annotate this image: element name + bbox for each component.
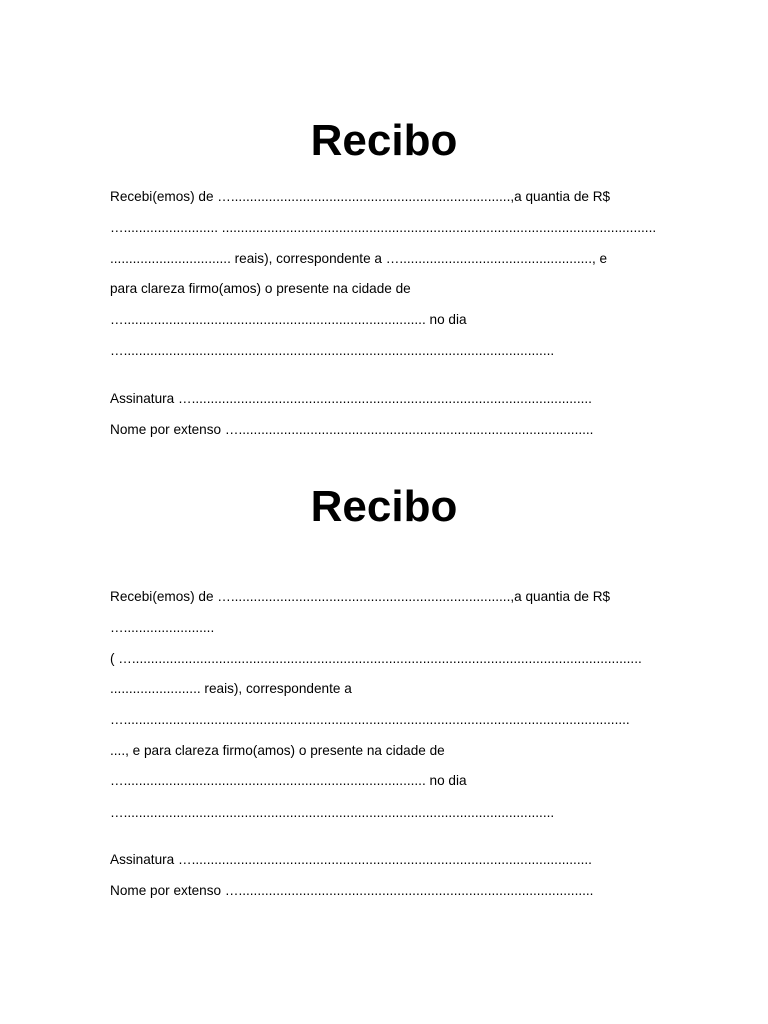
full-name-line: Nome por extenso ….............................................................................................. [110, 883, 594, 898]
city-day-line: …................................................................................ no dia [110, 773, 467, 788]
received-from-line: Recebi(emos) de …..........................................................................,a quantia de R$ [110, 589, 611, 604]
amount-line: …........................ [110, 620, 215, 635]
city-day-line: …................................................................................ no dia [110, 312, 467, 327]
clarity-city-line: para clareza firmo(amos) o presente na cidade de [110, 281, 411, 296]
full-name-line: Nome por extenso ….............................................................................................. [110, 422, 594, 437]
clarity-city-line: ...., e para clareza firmo(amos) o presente na cidade de [110, 743, 445, 758]
amount-words-line: ( …....................................................................................................................................... [110, 651, 642, 666]
corresponding-to-line: …...................................................................................................................................... [110, 712, 630, 727]
date-line: ….................................................................................................................. [110, 343, 555, 358]
reais-corresponding-line: ........................ reais), correspondente a [110, 681, 352, 696]
amount-line: …......................... ................................................................................................................... [110, 220, 657, 235]
reais-corresponding-line: ................................ reais), correspondente a …..................................................., e [110, 251, 608, 266]
receipt-title: Recibo [310, 482, 458, 531]
receipt-title: Recibo [310, 116, 458, 165]
received-from-line: Recebi(emos) de …..........................................................................,a quantia de R$ [110, 189, 611, 204]
signature-line: Assinatura ….......................................................................................................... [110, 852, 592, 867]
date-line: ….................................................................................................................. [110, 805, 555, 820]
signature-line: Assinatura ….......................................................................................................... [110, 391, 592, 406]
